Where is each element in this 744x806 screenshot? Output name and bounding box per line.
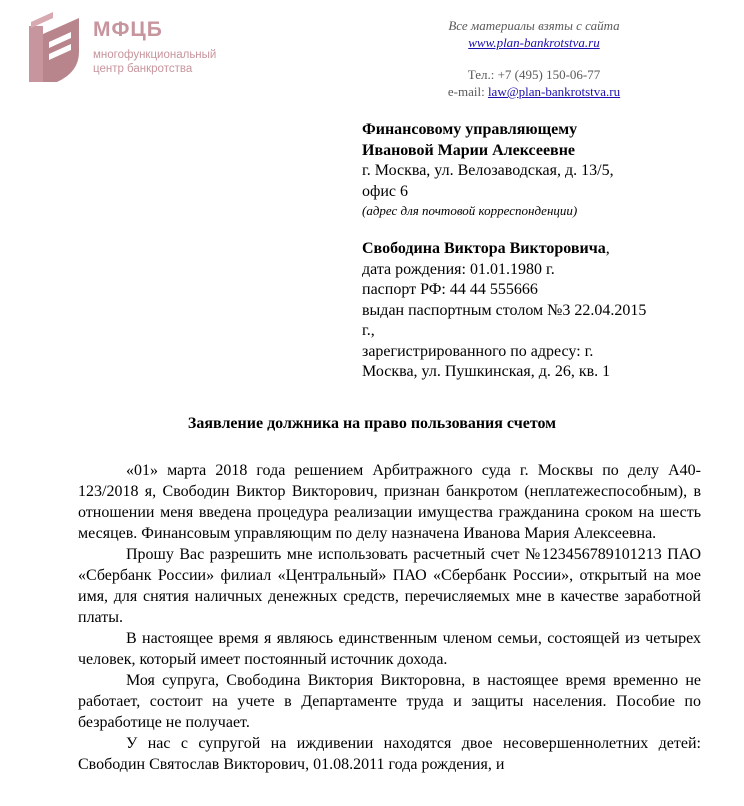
paragraph: У нас с супругой на иждивении находятся двое несовершеннолетних детей: Свободин Святослав Викторович, 01.08.2011 года рождения, и xyxy=(78,735,701,773)
site-note-text: Все материалы взяты с сайта xyxy=(448,18,620,33)
sender-line-2: паспорт РФ: 44 44 555666 xyxy=(362,281,538,298)
email-link[interactable]: law@plan-bankrotstva.ru xyxy=(487,84,621,99)
sender-name-comma: , xyxy=(605,240,610,257)
logo-subtitle-line-1: многофункциональный xyxy=(93,49,217,61)
logo-emblem-top xyxy=(31,12,53,28)
logo-subtitle-line-2: центр банкротства xyxy=(93,63,193,75)
addressee-line-4: офис 6 xyxy=(362,182,409,200)
email-label: e-mail: xyxy=(447,84,485,99)
sender-line-3: выдан паспортным столом №3 22.04.2015 xyxy=(362,301,647,319)
paragraph: «01» марта 2018 года решением Арбитражного суда г. Москвы по делу А40-123/2018 я, Свободин Виктор Викторович, признан банкротом (неплатежеспособным), в отношении меня введена процедура реализации имущества гражданина сроком на шесть месяцев. Финансовым управляющим по делу назначена Иванова Мария Алексеевна. xyxy=(78,462,701,542)
document-title: Заявление должника на право пользования счетом xyxy=(187,415,557,432)
sender-line-6: Москва, ул. Пушкинская, д. 26, кв. 1 xyxy=(362,363,611,380)
document-body xyxy=(78,460,701,775)
contacts xyxy=(384,66,684,100)
logo-subtitle xyxy=(93,48,216,76)
sender-line-5: зарегистрированного по адресу: г. xyxy=(362,342,594,360)
addressee-line-1: Финансовому управляющему xyxy=(362,121,578,138)
sender-line-4: г., xyxy=(362,322,375,339)
paragraph: В настоящее время я являюсь единственным членом семьи, состоящей из четырех человек, который имеет постоянный источник дохода. xyxy=(78,630,701,668)
sender-name: Свободина Виктора Викторовича xyxy=(362,240,606,257)
addressee-line-2: Ивановой Марии Алексеевне xyxy=(362,141,576,159)
paragraph: Моя супруга, Свободина Виктория Викторовна, в настоящее время временно не работает, состоит на учете в Департаменте труда и защиты населения. Пособие по безработице не получает. xyxy=(78,672,701,731)
site-note xyxy=(384,17,684,51)
paragraph: Прошу Вас разрешить мне использовать расчетный счет №123456789101213 ПАО «Сбербанк России» филиал «Центральный» ПАО «Сбербанк России», открытый на мое имя, для снятия наличных денежных средств, перечисляемых мне в качестве заработной платы. xyxy=(78,546,701,626)
site-link[interactable]: www.plan-bankrotstva.ru xyxy=(468,35,600,50)
phone-text: Тел.: +7 (495) 150-06-77 xyxy=(467,67,601,82)
sender-line-1: дата рождения: 01.01.1980 г. xyxy=(362,260,555,278)
logo-emblem-left-bar xyxy=(29,26,43,82)
addressee-line-3: г. Москва, ул. Велозаводская, д. 13/5, xyxy=(362,162,614,179)
addressee-block xyxy=(362,120,722,383)
addressee-note: (адрес для почтовой корреспонденции) xyxy=(362,203,578,218)
logo-title: МФЦБ xyxy=(93,18,163,41)
